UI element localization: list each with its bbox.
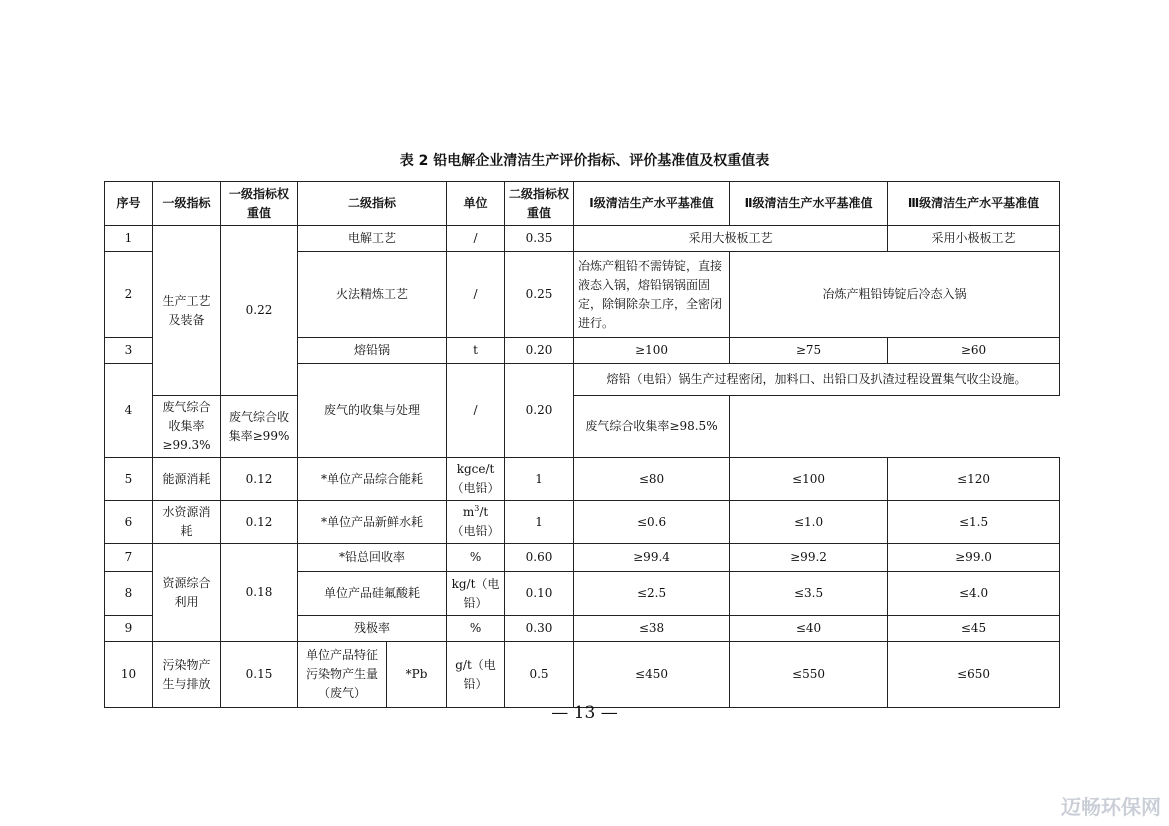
cell-weight: 0.20 [505, 338, 574, 364]
cell-indicator: 熔铅锅 [298, 338, 447, 364]
cell-unit: kg/t（电铅） [447, 572, 505, 616]
cell-unit: g/t（电铅） [447, 642, 505, 708]
cell-indicator: 单位产品特征污染物产生量（废气） [298, 642, 387, 708]
cell-weight: 0.10 [505, 572, 574, 616]
cell-unit: % [447, 544, 505, 572]
cell-weight: 0.35 [505, 226, 574, 252]
cell-unit: % [447, 616, 505, 642]
header-level2-weight: 二级指标权重值 [505, 182, 574, 226]
cell-grade2: ≤1.0 [730, 501, 888, 544]
cell-grade2: ≤550 [730, 642, 888, 708]
cell-grade3: ≤1.5 [888, 501, 1060, 544]
header-grade3: Ⅲ级清洁生产水平基准值 [888, 182, 1060, 226]
cell-grade3: ≤650 [888, 642, 1060, 708]
cell-weight: 1 [505, 501, 574, 544]
cell-weight: 0.60 [505, 544, 574, 572]
cell-seq: 4 [105, 364, 153, 458]
cell-grade1: ≥99.4 [574, 544, 730, 572]
header-level1-weight: 一级指标权重值 [221, 182, 298, 226]
cell-indicator: *铅总回收率 [298, 544, 447, 572]
cell-grade23: 冶炼产粗铅铸锭后冷态入锅 [730, 252, 1060, 338]
cell-level1-weight-process: 0.22 [221, 226, 298, 396]
table-row [105, 544, 1060, 572]
cell-seq: 6 [105, 501, 153, 544]
cell-grade1: ≤38 [574, 616, 730, 642]
cell-level1-weight-water: 0.12 [221, 501, 298, 544]
cell-indicator: 火法精炼工艺 [298, 252, 447, 338]
header-grade2: Ⅱ级清洁生产水平基准值 [730, 182, 888, 226]
cell-grade2: ≤100 [730, 458, 888, 501]
cell-level1-pollution: 污染物产生与排放 [153, 642, 221, 708]
cell-weight: 0.30 [505, 616, 574, 642]
cell-level1-energy: 能源消耗 [153, 458, 221, 501]
cell-grade1: ≤0.6 [574, 501, 730, 544]
cell-weight: 1 [505, 458, 574, 501]
cell-grade2: ≤40 [730, 616, 888, 642]
cell-grade1: 废气综合收集率≥99.3% [153, 396, 221, 458]
table-row [105, 642, 1060, 708]
cell-grade3: 废气综合收集率≥98.5% [574, 396, 730, 458]
cell-unit: / [447, 226, 505, 252]
cell-weight: 0.25 [505, 252, 574, 338]
cell-unit: / [447, 252, 505, 338]
cell-level1-weight-resource: 0.18 [221, 544, 298, 642]
cell-grade2: 废气综合收集率≥99% [221, 396, 298, 458]
table-row [105, 396, 1060, 458]
cell-grade1: 冶炼产粗铅不需铸锭，直接液态入锅，熔铅锅锅面固定，除铜除杂工序，全密闭进行。 [574, 252, 730, 338]
cell-indicator: 单位产品硅氟酸耗 [298, 572, 447, 616]
header-unit: 单位 [447, 182, 505, 226]
cell-grade3: ≤45 [888, 616, 1060, 642]
cell-unit: / [447, 364, 505, 458]
header-row [105, 182, 1060, 226]
cell-unit: t [447, 338, 505, 364]
header-grade1: Ⅰ级清洁生产水平基准值 [574, 182, 730, 226]
cell-grade2: ≥99.2 [730, 544, 888, 572]
cell-grade2: ≥75 [730, 338, 888, 364]
watermark: 迈畅环保网 [1061, 795, 1161, 819]
cell-seq: 1 [105, 226, 153, 252]
cell-level1-weight-energy: 0.12 [221, 458, 298, 501]
cell-seq: 10 [105, 642, 153, 708]
table-caption: 表 2 铅电解企业清洁生产评价指标、评价基准值及权重值表 [399, 153, 770, 169]
cell-level1-resource: 资源综合利用 [153, 544, 221, 642]
page-number: — 13 — [551, 703, 618, 723]
cell-grade3: ≥60 [888, 338, 1060, 364]
evaluation-table [104, 181, 1060, 708]
cell-grade3: 采用小极板工艺 [888, 226, 1060, 252]
cell-seq: 3 [105, 338, 153, 364]
cell-indicator: *单位产品综合能耗 [298, 458, 447, 501]
header-seq: 序号 [105, 182, 153, 226]
unit-suffix: /t（电铅） [451, 505, 500, 538]
cell-grade2: ≤3.5 [730, 572, 888, 616]
cell-level1-weight-pollution: 0.15 [221, 642, 298, 708]
cell-grade1: ≤450 [574, 642, 730, 708]
cell-grade123: 熔铅（电铅）锅生产过程密闭，加料口、出铅口及扒渣过程设置集气收尘设施。 [574, 364, 1060, 396]
cell-weight: 0.5 [505, 642, 574, 708]
cell-weight: 0.20 [505, 364, 574, 458]
cell-indicator: 残极率 [298, 616, 447, 642]
cell-grade1: ≥100 [574, 338, 730, 364]
cell-grade1: ≤80 [574, 458, 730, 501]
cell-seq: 8 [105, 572, 153, 616]
cell-indicator: *单位产品新鲜水耗 [298, 501, 447, 544]
cell-indicator: 废气的收集与处理 [298, 364, 447, 458]
cell-grade1: ≤2.5 [574, 572, 730, 616]
unit-prefix: m [462, 505, 475, 519]
cell-grade3: ≤4.0 [888, 572, 1060, 616]
cell-grade3: ≥99.0 [888, 544, 1060, 572]
cell-unit [447, 501, 505, 544]
cell-grade3: ≤120 [888, 458, 1060, 501]
header-level2: 二级指标 [298, 182, 447, 226]
cell-pollutant: *Pb [387, 642, 447, 708]
cell-level1-process: 生产工艺及装备 [153, 226, 221, 396]
cell-grade12: 采用大极板工艺 [574, 226, 888, 252]
cell-unit: kgce/t（电铅） [447, 458, 505, 501]
cell-seq: 5 [105, 458, 153, 501]
table-row [105, 458, 1060, 501]
cell-indicator: 电解工艺 [298, 226, 447, 252]
table-row [105, 226, 1060, 252]
header-level1: 一级指标 [153, 182, 221, 226]
cell-seq: 9 [105, 616, 153, 642]
cell-seq: 2 [105, 252, 153, 338]
unit-superscript: 3 [474, 504, 480, 513]
cell-seq: 7 [105, 544, 153, 572]
cell-level1-water: 水资源消耗 [153, 501, 221, 544]
table-row [105, 501, 1060, 544]
